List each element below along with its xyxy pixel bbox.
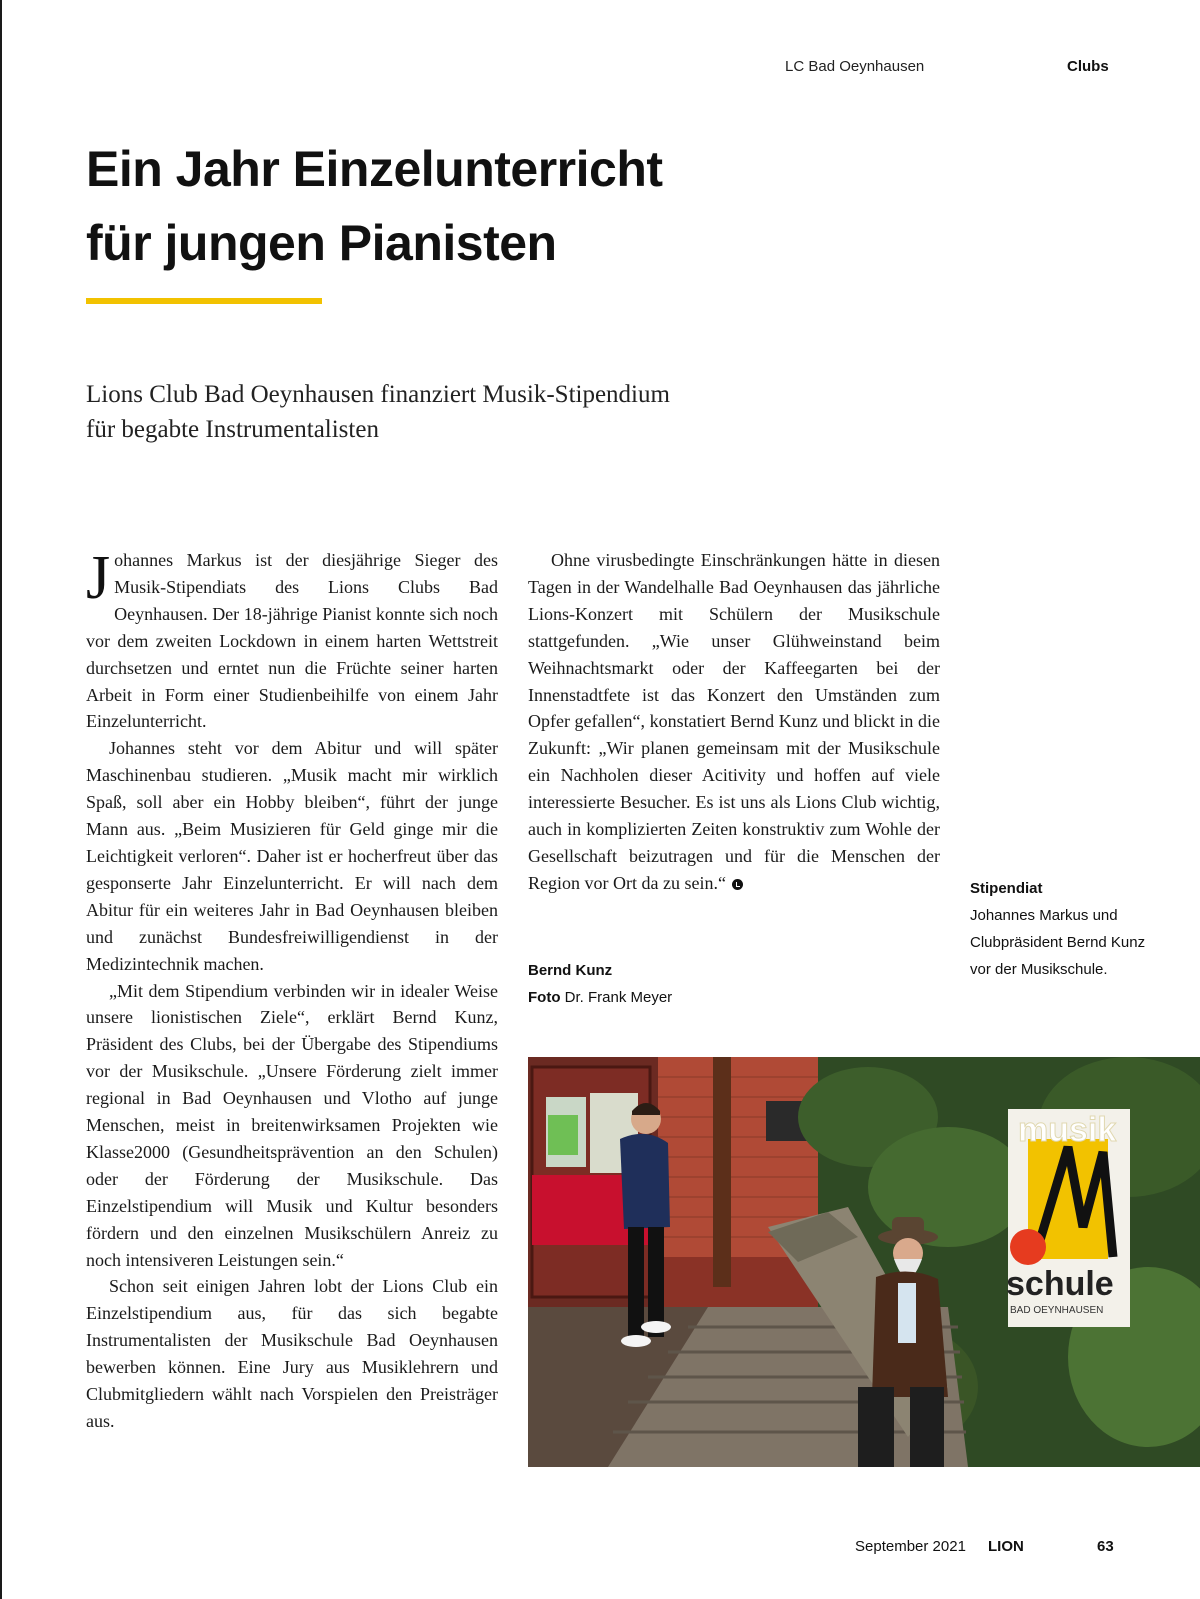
body-paragraph-2: Johannes steht vor dem Abitur und will später Maschinenbau studieren. „Musik macht mir wirklich Spaß, soll aber ein Hobby bleiben“, führt der junge Mann aus. „Beim Musizieren für Geld ginge mir die Leichtigkeit verloren“. Daher ist er hocherfreut über das gesponserte Jahr Einzelunterricht. Er will nach dem Abitur für ein weiteres Jahr in Bad Oeynhausen bleiben und zunächst Bundesfreiwilligendienst in der Medizintechnik machen. bbox=[86, 738, 498, 974]
body-paragraph-3: „Mit dem Stipendium verbinden wir in idealer Weise unsere lionistischen Ziele“, erklärt Bernd Kunz, Präsident des Clubs, bei der Übergabe des Stipendiums vor der Musikschule. „Unsere Förderung zielt immer regional in Bad Oeynhausen und Vlotho auf junge Menschen, meist in breitenwirksamen Projekten wie Klasse2000 (Gesundheitsprävention an den Schulen) oder der Förderung der Musikschule. Das Einzelstipendium will Musik und Kultur besonders fördern und den einzelnen Musikschülern Anreiz zu noch intensiveren Leistungen sein.“ bbox=[86, 980, 498, 1270]
subtitle-line-2: für begabte Instrumentalisten bbox=[86, 416, 379, 443]
author-name: Bernd Kunz bbox=[528, 962, 613, 979]
header-section-label: LC Bad Oeynhausen bbox=[785, 58, 925, 75]
article-end-icon bbox=[732, 879, 743, 890]
article-subtitle bbox=[86, 377, 786, 447]
body-paragraph-5 bbox=[528, 547, 940, 897]
article-credits bbox=[528, 957, 672, 1011]
footer-issue: September 2021 bbox=[855, 1538, 966, 1555]
article-title bbox=[86, 132, 886, 280]
page-number: 63 bbox=[1097, 1538, 1114, 1555]
page-edge-rule bbox=[0, 0, 2, 1599]
body-column-2 bbox=[528, 547, 940, 897]
title-accent-rule bbox=[86, 298, 322, 304]
article-photo bbox=[528, 1057, 1200, 1467]
body-column-1 bbox=[86, 544, 498, 1435]
photographer-name: Dr. Frank Meyer bbox=[564, 989, 673, 1006]
title-line-1: Ein Jahr Einzelunterricht bbox=[86, 141, 663, 197]
sign-bottom-text: schule bbox=[1006, 1265, 1114, 1303]
photo-caption bbox=[970, 875, 1170, 983]
drop-cap: J bbox=[86, 544, 111, 612]
sign-top-text: musik bbox=[1018, 1111, 1117, 1149]
sign-city-text: BAD OEYNHAUSEN bbox=[1010, 1305, 1104, 1316]
body-paragraph-1 bbox=[86, 544, 498, 735]
paragraph-text: Ohne virusbedingte Einschränkungen hätte in diesen Tagen in der Wandelhalle Bad Oeynhausen das jährliche Lions-Konzert mit Schülern der Musikschule stattgefunden. „Wie unser Glühweinstand beim Weihnachtsmarkt oder der Kaffeegarten bei der Innenstadtfete ist das Konzert den Umständen zum Opfer gefallen“, konstatiert Bernd Kunz und blickt in die Zukunft: „Wir planen gemeinsam mit der Musikschule ein Nachholen dieser Acitivity und hoffen auf viele interessierte Besucher. Es ist uns als Lions Club wichtig, auch in komplizierten Zeiten konstruktiv zum Wohle der Gesellschaft beizutragen und für die Menschen der Region vor Ort da zu sein.“ bbox=[528, 550, 940, 893]
body-paragraph-4: Schon seit einigen Jahren lobt der Lions Club ein Einzelstipendium aus, für das sich begabte Instrumentalisten der Musikschule Bad Oeynhausen bewerben können. Eine Jury aus Musiklehrern und Clubmitgliedern wählt nach Vorspielen den Preisträger aus. bbox=[86, 1276, 498, 1431]
caption-text: Johannes Markus und Clubpräsident Bernd Kunz vor der Musikschule. bbox=[970, 907, 1146, 978]
header-category-label: Clubs bbox=[1067, 58, 1109, 75]
title-line-2: für jungen Pianisten bbox=[86, 215, 557, 271]
photo-illustration bbox=[528, 1057, 1200, 1467]
subtitle-line-1: Lions Club Bad Oeynhausen finanziert Musik-Stipendium bbox=[86, 381, 670, 408]
caption-title: Stipendiat bbox=[970, 880, 1043, 897]
paragraph-text: ohannes Markus ist der diesjährige Sieger des Musik-Stipendiats des Lions Clubs Bad Oeynhausen. Der 18-jährige Pianist konnte sich noch vor dem zweiten Lockdown in einem harten Wettstreit durchsetzen und erntet nun die Früchte seiner harten Arbeit in Form einer Studienbeihilfe von einem Jahr Einzelunterricht. bbox=[86, 550, 498, 732]
photo-label: Foto bbox=[528, 989, 561, 1006]
footer-magazine: LION bbox=[988, 1538, 1024, 1555]
